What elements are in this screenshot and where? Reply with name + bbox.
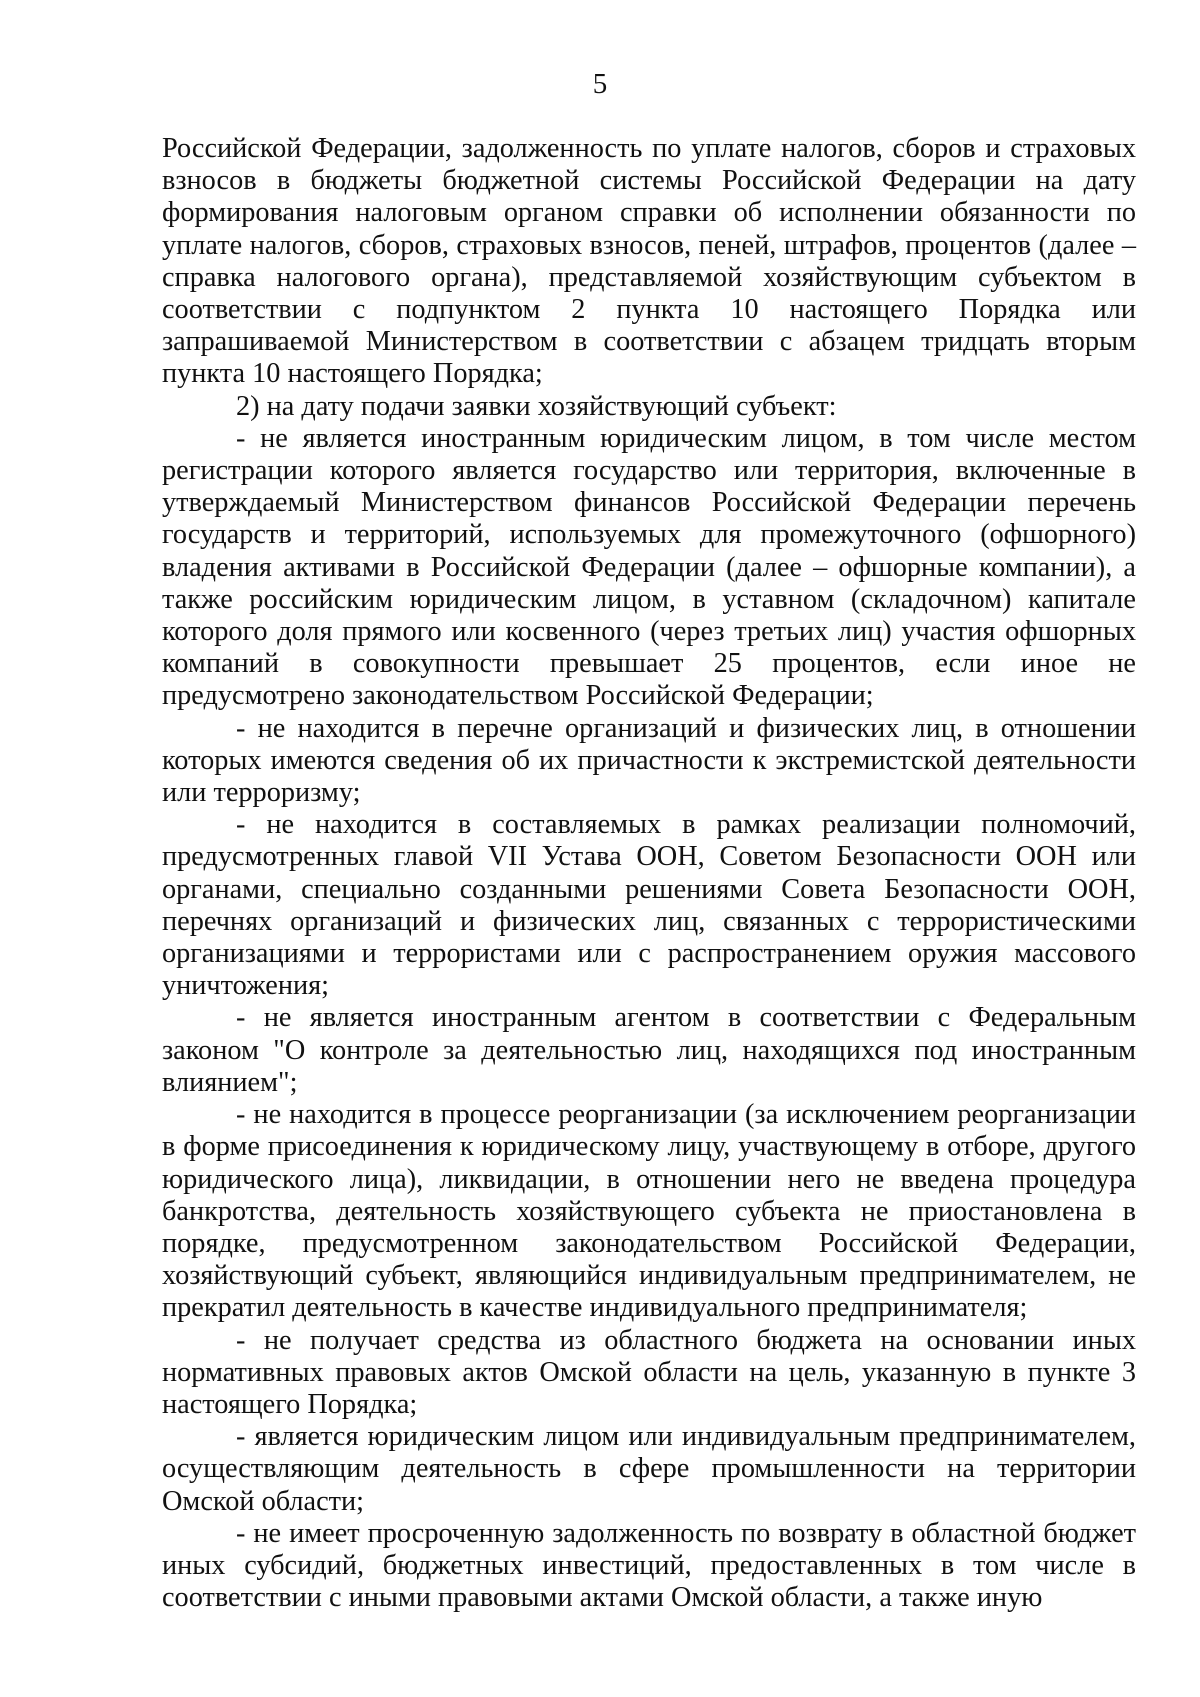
paragraph-extremism: - не находится в перечне организаций и физических лиц, в отношении которых имеются сведения об их причастности к экстремистской деятельности или терроризму;	[162, 712, 1136, 809]
paragraph-foreign-agent: - не является иностранным агентом в соответствии с Федеральным законом "О контроле за деятельностью лиц, находящихся под иностранным влиянием";	[162, 1002, 1136, 1098]
paragraph-industry: - является юридическим лицом или индивидуальным предпринимателем, осуществляющим деятельность в сфере промышленности на территории Омской области;	[162, 1421, 1136, 1517]
paragraph-offshore: - не является иностранным юридическим лицом, в том числе местом регистрации которого является государство или территория, включенные в утверждаемый Министерством финансов Российской Федерации перечень государств и территорий, используемых для промежуточного (офшорного) владения активами в Российской Федерации (далее – офшорные компании), а также российским юридическим лицом, в уставном (складочном) капитале которого доля прямого или косвенного (через третьих лиц) участия офшорных компаний в совокупности превышает 25 процентов, если иное не предусмотрено законодательством Российской Федерации;	[162, 422, 1136, 712]
page-number: 5	[592, 68, 608, 100]
paragraph-reorganization: - не находится в процессе реорганизации (за исключением реорганизации в форме присоединения к юридическому лицу, участвующему в отборе, другого юридического лица), ликвидации, в отношении него не введена процедура банкротства, деятельность хозяйствующего субъекта не приостановлена в порядке, предусмотренном законодательством Российской Федерации, хозяйствующий субъект, являющийся индивидуальным предпринимателем, не прекратил деятельность в качестве индивидуального предпринимателя;	[162, 1099, 1136, 1324]
paragraph-regional-budget: - не получает средства из областного бюджета на основании иных нормативных правовых актов Омской области на цель, указанную в пункте 3 настоящего Порядка;	[162, 1324, 1136, 1420]
paragraph-item-2: 2) на дату подачи заявки хозяйствующий субъект:	[236, 390, 837, 422]
paragraph-un-lists: - не находится в составляемых в рамках реализации полномочий, предусмотренных главой VII Устава ООН, Советом Безопасности ООН или органами, специально созданными решениями Совета Безопасности ООН, перечнях организаций и физических лиц, связанных с террористическими организациями и террористами или с распространением оружия массового уничтожения;	[162, 809, 1136, 1002]
paragraph-continuation: Российской Федерации, задолженность по уплате налогов, сборов и страховых взносов в бюджеты бюджетной системы Российской Федерации на дату формирования налоговым органом справки об исполнении обязанности по уплате налогов, сборов, страховых взносов, пеней, штрафов, процентов (далее – справка налогового органа), представляемой хозяйствующим субъектом в соответствии с подпунктом 2 пункта 10 настоящего Порядка или запрашиваемой Министерством в соответствии с абзацем тридцать вторым пункта 10 настоящего Порядка;	[162, 133, 1136, 390]
paragraph-overdue-debt: - не имеет просроченную задолженность по возврату в областной бюджет иных субсидий, бюджетных инвестиций, предоставленных в том числе в соответствии с иными правовыми актами Омской области, а также иную	[162, 1517, 1136, 1614]
document-body	[162, 133, 1136, 1614]
